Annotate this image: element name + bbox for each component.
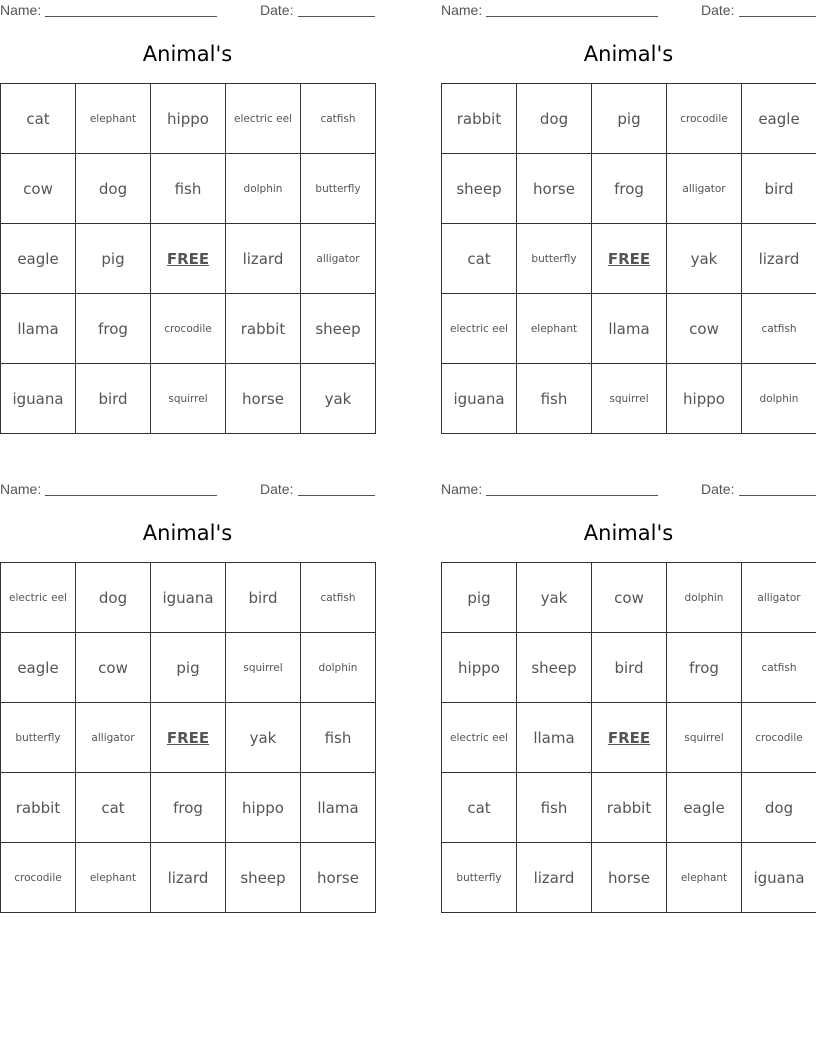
grid-row [1, 294, 376, 364]
date-label: Date: [260, 481, 294, 497]
bingo-cell[interactable]: squirrel [592, 364, 667, 434]
bingo-cell[interactable]: iguana [1, 364, 76, 434]
grid-row [442, 773, 816, 843]
bingo-cell[interactable]: hippo [226, 773, 301, 843]
bingo-cell[interactable]: yak [517, 563, 592, 633]
name-field-line[interactable] [45, 495, 217, 496]
bingo-cell[interactable]: crocodile [1, 843, 76, 913]
bingo-cell[interactable]: yak [226, 703, 301, 773]
bingo-cell[interactable]: pig [151, 633, 226, 703]
bingo-cell[interactable]: butterfly [301, 154, 376, 224]
bingo-cell[interactable]: lizard [226, 224, 301, 294]
bingo-cell[interactable]: fish [301, 703, 376, 773]
grid-row [442, 84, 816, 154]
name-date-header [441, 481, 816, 499]
bingo-cell[interactable]: squirrel [151, 364, 226, 434]
date-field-line[interactable] [739, 16, 816, 17]
grid-row [1, 843, 376, 913]
bingo-cell[interactable]: horse [517, 154, 592, 224]
grid-row [442, 364, 816, 434]
bingo-cell[interactable]: llama [1, 294, 76, 364]
free-space-cell[interactable]: FREE [592, 703, 667, 773]
bingo-cell[interactable]: electric eel [226, 84, 301, 154]
bingo-cell[interactable]: cat [442, 224, 517, 294]
name-label: Name: [441, 481, 483, 497]
bingo-card-3 [0, 479, 375, 912]
bingo-cell[interactable]: rabbit [1, 773, 76, 843]
bingo-cell[interactable]: butterfly [442, 843, 517, 913]
bingo-cell[interactable]: llama [517, 703, 592, 773]
bingo-cell[interactable]: cat [76, 773, 151, 843]
bingo-cell[interactable]: elephant [517, 294, 592, 364]
grid-row [1, 633, 376, 703]
bingo-cell[interactable]: elephant [76, 84, 151, 154]
bingo-cell[interactable]: frog [592, 154, 667, 224]
bingo-cell[interactable]: elephant [667, 843, 742, 913]
bingo-cell[interactable]: cow [592, 563, 667, 633]
bingo-cell[interactable]: hippo [151, 84, 226, 154]
grid-row [1, 703, 376, 773]
bingo-cell[interactable]: squirrel [667, 703, 742, 773]
bingo-cell[interactable]: butterfly [517, 224, 592, 294]
grid-row [442, 843, 816, 913]
bingo-cell[interactable]: alligator [742, 563, 816, 633]
grid-row [1, 224, 376, 294]
bingo-cell[interactable]: lizard [517, 843, 592, 913]
free-space-cell[interactable]: FREE [592, 224, 667, 294]
bingo-cell[interactable]: lizard [742, 224, 816, 294]
bingo-cell[interactable]: eagle [1, 224, 76, 294]
bingo-cell[interactable]: yak [667, 224, 742, 294]
bingo-cell[interactable]: sheep [442, 154, 517, 224]
bingo-cell[interactable]: horse [301, 843, 376, 913]
bingo-cell[interactable]: dolphin [667, 563, 742, 633]
bingo-cell[interactable]: iguana [151, 563, 226, 633]
name-field-line[interactable] [45, 16, 217, 17]
bingo-cell[interactable]: electric eel [442, 703, 517, 773]
bingo-cell[interactable]: dog [517, 84, 592, 154]
name-field-line[interactable] [486, 495, 658, 496]
grid-row [442, 563, 816, 633]
bingo-cell[interactable]: alligator [667, 154, 742, 224]
bingo-cell[interactable]: squirrel [226, 633, 301, 703]
bingo-grid [0, 562, 376, 913]
bingo-cell[interactable]: dolphin [742, 364, 816, 434]
grid-row [442, 224, 816, 294]
bingo-cell[interactable]: horse [592, 843, 667, 913]
bingo-cell[interactable]: rabbit [226, 294, 301, 364]
bingo-cell[interactable]: fish [151, 154, 226, 224]
bingo-grid [0, 83, 376, 434]
grid-row [442, 703, 816, 773]
bingo-cell[interactable]: catfish [301, 563, 376, 633]
bingo-cell[interactable]: sheep [301, 294, 376, 364]
bingo-cell[interactable]: alligator [301, 224, 376, 294]
date-field-line[interactable] [298, 16, 375, 17]
grid-row [1, 84, 376, 154]
bingo-cell[interactable]: electric eel [442, 294, 517, 364]
bingo-card-2 [441, 0, 816, 433]
bingo-cell[interactable]: sheep [226, 843, 301, 913]
free-space-cell[interactable]: FREE [151, 224, 226, 294]
bingo-cell[interactable]: electric eel [1, 563, 76, 633]
grid-row [442, 633, 816, 703]
bingo-cell[interactable]: bird [742, 154, 816, 224]
name-date-header [0, 2, 375, 20]
bingo-cell[interactable]: pig [442, 563, 517, 633]
bingo-grid [441, 562, 816, 913]
bingo-cell[interactable]: fish [517, 773, 592, 843]
bingo-cell[interactable]: catfish [742, 633, 816, 703]
bingo-cell[interactable]: horse [226, 364, 301, 434]
bingo-cell[interactable]: bird [592, 633, 667, 703]
card-title: Animal's [583, 521, 674, 545]
bingo-cell[interactable]: bird [76, 364, 151, 434]
name-date-header [0, 481, 375, 499]
bingo-cell[interactable]: eagle [667, 773, 742, 843]
bingo-cell[interactable]: iguana [442, 364, 517, 434]
bingo-cell[interactable]: eagle [1, 633, 76, 703]
date-label: Date: [701, 481, 735, 497]
grid-row [442, 294, 816, 364]
bingo-cell[interactable]: cow [76, 633, 151, 703]
bingo-card-1 [0, 0, 375, 433]
bingo-cell[interactable]: cat [442, 773, 517, 843]
date-label: Date: [260, 2, 294, 18]
date-field-line[interactable] [739, 495, 816, 496]
bingo-cell[interactable]: eagle [742, 84, 816, 154]
bingo-cell[interactable]: cow [667, 294, 742, 364]
card-title: Animal's [142, 42, 233, 66]
card-title: Animal's [583, 42, 674, 66]
bingo-cell[interactable]: catfish [742, 294, 816, 364]
bingo-cell[interactable]: llama [301, 773, 376, 843]
bingo-cell[interactable]: rabbit [442, 84, 517, 154]
bingo-cell[interactable]: cow [1, 154, 76, 224]
bingo-cell[interactable]: dolphin [226, 154, 301, 224]
free-space-cell[interactable]: FREE [151, 703, 226, 773]
bingo-cell[interactable]: alligator [76, 703, 151, 773]
date-label: Date: [701, 2, 735, 18]
name-label: Name: [0, 2, 42, 18]
bingo-cell[interactable]: frog [667, 633, 742, 703]
name-label: Name: [0, 481, 42, 497]
card-title: Animal's [142, 521, 233, 545]
grid-row [1, 563, 376, 633]
bingo-cell[interactable]: yak [301, 364, 376, 434]
name-label: Name: [441, 2, 483, 18]
bingo-cell[interactable]: crocodile [151, 294, 226, 364]
bingo-grid [441, 83, 816, 434]
bingo-cell[interactable]: llama [592, 294, 667, 364]
bingo-cell[interactable]: lizard [151, 843, 226, 913]
bingo-cell[interactable]: pig [76, 224, 151, 294]
bingo-cell[interactable]: dog [76, 563, 151, 633]
bingo-cell[interactable]: sheep [517, 633, 592, 703]
bingo-cell[interactable]: iguana [742, 843, 816, 913]
bingo-cell[interactable]: cat [1, 84, 76, 154]
bingo-card-4 [441, 479, 816, 912]
bingo-cell[interactable]: rabbit [592, 773, 667, 843]
bingo-cell[interactable]: butterfly [1, 703, 76, 773]
name-date-header [441, 2, 816, 20]
bingo-cell[interactable]: hippo [667, 364, 742, 434]
bingo-cell[interactable]: fish [517, 364, 592, 434]
bingo-cell[interactable]: pig [592, 84, 667, 154]
bingo-cell[interactable]: dog [76, 154, 151, 224]
bingo-cell[interactable]: frog [76, 294, 151, 364]
bingo-cell[interactable]: bird [226, 563, 301, 633]
bingo-cell[interactable]: hippo [442, 633, 517, 703]
bingo-cell[interactable]: frog [151, 773, 226, 843]
grid-row [1, 773, 376, 843]
bingo-cell[interactable]: dolphin [301, 633, 376, 703]
bingo-cell[interactable]: elephant [76, 843, 151, 913]
grid-row [442, 154, 816, 224]
bingo-cell[interactable]: dog [742, 773, 816, 843]
grid-row [1, 154, 376, 224]
name-field-line[interactable] [486, 16, 658, 17]
bingo-cell[interactable]: crocodile [667, 84, 742, 154]
date-field-line[interactable] [298, 495, 375, 496]
bingo-cell[interactable]: catfish [301, 84, 376, 154]
bingo-cell[interactable]: crocodile [742, 703, 816, 773]
grid-row [1, 364, 376, 434]
